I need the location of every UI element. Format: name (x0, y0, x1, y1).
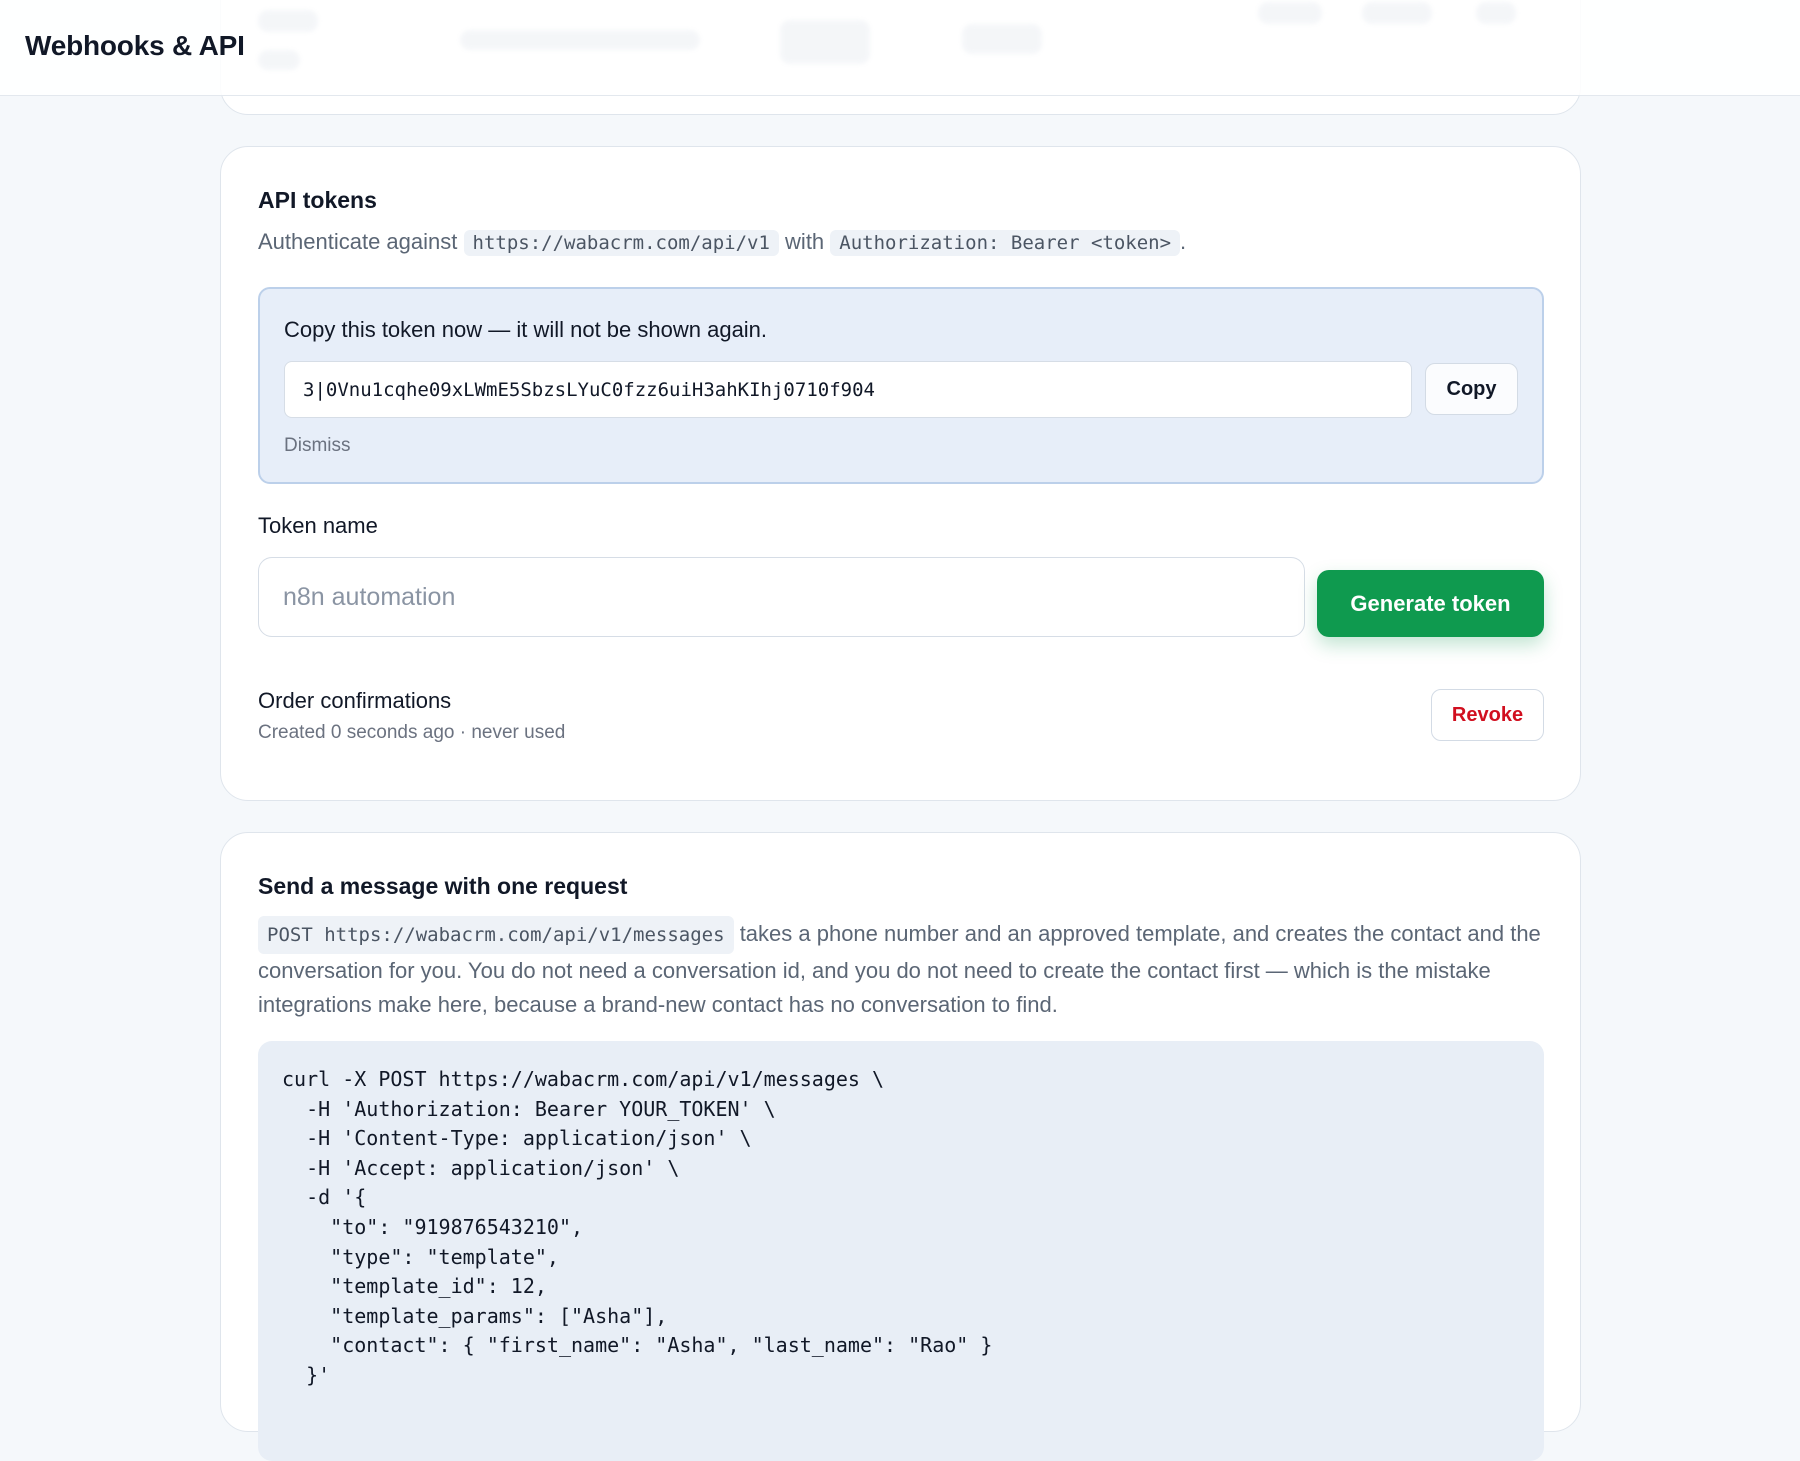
page-title: Webhooks & API (25, 30, 245, 61)
send-message-description (258, 916, 1548, 1022)
desc-prefix: Authenticate against (258, 229, 458, 254)
curl-code-block[interactable]: curl -X POST https://wabacrm.com/api/v1/messages \ -H 'Authorization: Bearer YOUR_TOKEN' \ -H 'Content-Type: application/json' \ -H 'Accept: application/json' \ -d '{ "to": "919876543210", "type": "template", "template_id": 12, "template_params": ["Asha"], "contact": { "first_name": "Asha", "last_name": "Rao" } }' (258, 1041, 1544, 1461)
send-message-text: takes a phone number and an approved template, and creates the contact and the conversation for you. You do not need a conversation id, and you do not need to create the contact first — which is the mistake integrations make here, because a brand-new contact has no conversation to find. (258, 921, 1541, 1017)
token-name-label: Token name (258, 513, 378, 538)
token-row-name: Order confirmations (258, 688, 452, 713)
auth-header-code: Authorization: Bearer <token> (830, 230, 1180, 256)
token-row-meta: Created 0 seconds ago · never used (258, 722, 566, 743)
generate-token-button[interactable]: Generate token (1317, 570, 1544, 637)
api-tokens-title: API tokens (258, 187, 377, 213)
send-message-card (220, 832, 1581, 1432)
api-tokens-description (258, 229, 1186, 256)
blurred-content (780, 20, 870, 64)
blurred-content (460, 30, 700, 50)
token-alert-message: Copy this token now — it will not be shown again. (284, 317, 768, 342)
blurred-content (962, 24, 1042, 54)
send-message-title: Send a message with one request (258, 873, 628, 899)
top-bar (0, 0, 1800, 96)
blurred-content (258, 10, 318, 32)
blurred-content (1258, 2, 1322, 24)
token-name-input[interactable] (258, 557, 1305, 637)
copy-token-button[interactable]: Copy (1425, 363, 1518, 415)
desc-mid: with (785, 229, 825, 254)
revoke-token-button[interactable]: Revoke (1431, 689, 1544, 741)
endpoint-code: POST https://wabacrm.com/api/v1/messages (258, 916, 734, 954)
dismiss-alert-link[interactable]: Dismiss (284, 435, 351, 456)
base-url-code: https://wabacrm.com/api/v1 (464, 230, 779, 256)
blurred-content (1476, 2, 1516, 24)
blurred-content (1362, 2, 1432, 24)
token-value-field[interactable]: 3|0Vnu1cqhe09xLWmE5SbzsLYuC0fzz6uiH3ahKIhj0710f904 (284, 361, 1412, 418)
blurred-content (258, 50, 300, 70)
new-token-alert (258, 287, 1544, 484)
api-tokens-card (220, 146, 1581, 801)
desc-suffix: . (1180, 229, 1187, 254)
